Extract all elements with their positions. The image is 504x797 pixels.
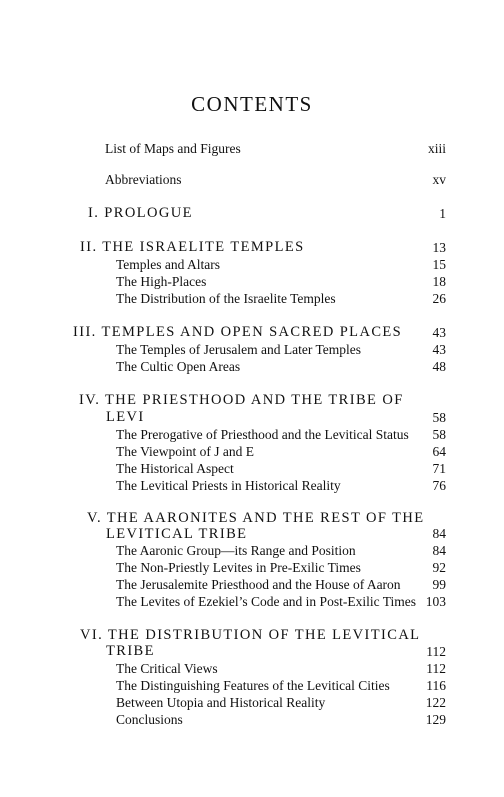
section-entry[interactable]: The Aaronic Group—its Range and Position [116, 543, 356, 558]
chapter-page-1: 1 [439, 206, 446, 221]
chapter-page-6: 112 [426, 644, 446, 659]
chapter-title: THE PRIESTHOOD AND THE TRIBE OF [105, 392, 404, 408]
section-page: 71 [432, 461, 446, 476]
chapter-title-continued: LEVI [106, 409, 145, 425]
chapter-title-continued: LEVITICAL TRIBE [106, 526, 248, 542]
section-page: 58 [432, 427, 446, 442]
chapter-page-3: 43 [432, 325, 446, 340]
chapter-heading-2[interactable] [80, 239, 305, 255]
chapter-heading-3[interactable] [73, 324, 402, 340]
section-entry[interactable]: The Temples of Jerusalem and Later Temples [116, 342, 362, 357]
section-page: 64 [432, 444, 446, 459]
section-page: 116 [426, 678, 446, 693]
chapter-title: THE AARONITES AND THE REST OF THE [106, 510, 425, 526]
toc-entry-maps[interactable]: List of Maps and Figures [105, 141, 241, 156]
section-page: 129 [425, 712, 446, 727]
chapter-page-4: 58 [432, 410, 446, 425]
section-entry[interactable]: The Historical Aspect [116, 461, 234, 476]
chapter-number: I. [88, 205, 100, 221]
chapter-title-continued: TRIBE [106, 643, 155, 659]
toc-entry-abbreviations[interactable]: Abbreviations [105, 172, 182, 187]
section-entry[interactable]: The High-Places [116, 274, 207, 289]
chapter-number: V. [87, 510, 103, 526]
section-entry[interactable]: The Cultic Open Areas [116, 359, 241, 374]
section-page: 103 [425, 594, 446, 609]
chapter-page-2: 13 [432, 240, 446, 255]
chapter-title: THE ISRAELITE TEMPLES [102, 239, 305, 255]
section-entry[interactable]: The Jerusalemite Priesthood and the House of Aaron [116, 577, 401, 592]
chapter-heading-4[interactable] [79, 392, 404, 408]
section-page: 76 [432, 478, 446, 493]
chapter-number: VI. [80, 627, 104, 643]
chapter-title: TEMPLES AND OPEN SACRED PLACES [101, 324, 403, 340]
chapter-number: III. [73, 324, 97, 340]
section-page: 112 [426, 661, 446, 676]
section-page: 26 [432, 291, 446, 306]
section-page: 15 [432, 257, 446, 272]
chapter-title: PROLOGUE [104, 205, 193, 221]
section-entry[interactable]: Temples and Altars [116, 257, 221, 272]
section-page: 48 [432, 359, 446, 374]
chapter-heading-6[interactable] [80, 627, 420, 643]
toc-page-maps: xiii [427, 141, 446, 156]
section-page: 84 [432, 543, 446, 558]
section-page: 43 [432, 342, 446, 357]
section-page: 18 [432, 274, 446, 289]
section-page: 92 [432, 560, 446, 575]
section-entry[interactable]: The Viewpoint of J and E [116, 444, 255, 459]
section-page: 122 [425, 695, 446, 710]
section-entry[interactable]: The Levites of Ezekiel’s Code and in Post-Exilic Times [116, 594, 416, 609]
toc-page-abbreviations: xv [432, 172, 446, 187]
chapter-heading-1[interactable] [88, 205, 193, 221]
section-entry[interactable]: The Critical Views [116, 661, 218, 676]
section-entry[interactable]: Conclusions [116, 712, 183, 727]
chapter-page-5: 84 [432, 526, 446, 541]
chapter-title: THE DISTRIBUTION OF THE LEVITICAL [107, 627, 421, 643]
chapter-number: IV. [79, 392, 101, 408]
section-entry[interactable]: The Prerogative of Priesthood and the Levitical Status [116, 427, 409, 442]
chapter-heading-5[interactable] [87, 510, 424, 526]
section-entry[interactable]: Between Utopia and Historical Reality [116, 695, 326, 710]
section-entry[interactable]: The Non-Priestly Levites in Pre-Exilic Times [116, 560, 361, 575]
section-entry[interactable]: The Levitical Priests in Historical Reality [116, 478, 341, 493]
section-page: 99 [432, 577, 446, 592]
page-title: CONTENTS [191, 92, 313, 116]
section-entry[interactable]: The Distinguishing Features of the Levitical Cities [116, 678, 390, 693]
chapter-number: II. [80, 239, 98, 255]
section-entry[interactable]: The Distribution of the Israelite Temples [116, 291, 336, 306]
